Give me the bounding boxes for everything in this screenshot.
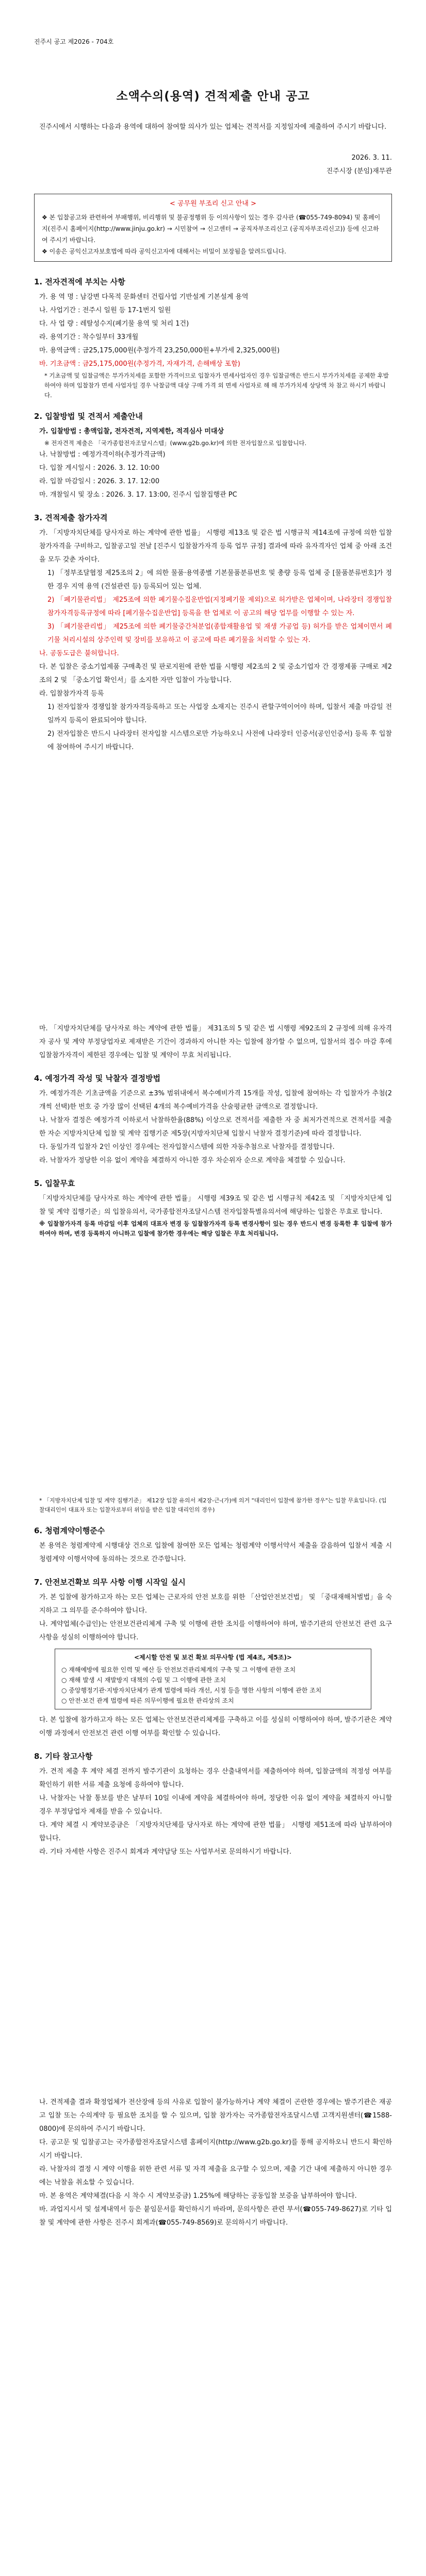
section-2-title: 2. 입찰방법 및 견적서 제출안내 [34, 412, 143, 421]
sec3-a-1: 1) 「정부조달협정 제25조의 2」에 의한 물품·용역종별 기본물품분류번호 및 총량 등록 업체 중 [물품분류번호]가 정한 경우 지역 용역 (건설관련 등) 등록되어 있는 업체. [47, 569, 392, 590]
section-5-title: 5. 입찰무효 [34, 1179, 75, 1188]
page-title: 소액수의(용역) 견적제출 안내 공고 [116, 90, 310, 103]
sec4-item: 가. 예정가격은 기초금액을 기준으로 ±3% 범위내에서 복수예비가격 15개를 작성, 입찰에 참여하는 각 입찰자가 추첨(2개씩 선택)한 번호 중 가장 많이 선택된 4개의 복수예비가격을 산술평균한 금액으로 결정합니다. [39, 1090, 392, 1111]
sec4-item: 나. 낙찰자 결정은 예정가격 이하로서 낙찰하한율(88%) 이상으로 견적서를 제출한 자 중 최저가견적으로 견적서를 제출한 자순 지방자치단체 입찰 및 계약 집행기준 제5장(지방자치단체 입찰시 낙찰자 결정기준)에 따라 결정합니다. [39, 1116, 392, 1138]
section-3-title: 3. 견적제출 참가자격 [34, 513, 108, 522]
sec4-item: 라. 낙찰자가 정당한 이유 없이 계약을 체결하지 아니한 경우 차순위자 순으로 계약을 체결할 수 있습니다. [39, 1157, 346, 1164]
sec1-item: 나. 사업기간 : 전주시 일원 등 17-1번지 일원 [39, 307, 171, 314]
sec8-item: 다. 계약 체결 시 계약보증금은 「지방자치단체를 당사자로 하는 계약에 관한 법률」 시행령 제51조에 따라 납부하여야 합니다. [39, 1821, 392, 1842]
safety-duty-box [55, 1649, 371, 1709]
sec4-item: 다. 동일가격 입찰자 2인 이상인 경우에는 전자입찰시스템에 의한 자동추첨으로 낙찰자를 결정합니다. [39, 1143, 335, 1151]
sec3-c: 다. 본 입찰은 중소기업제품 구매촉진 및 판로지원에 관한 법률 시행령 제2조의 2 및 중소기업자 간 경쟁제품 구매로 제2조의 2 및 「중소기업 확인서」를 소지한 자만 입찰이 가능합니다. [39, 663, 392, 684]
sec1-item: 라. 용역기간 : 착수일부터 33개월 [39, 333, 139, 341]
section-1-title: 1. 전자견적에 부치는 사항 [34, 277, 125, 286]
sec7-a: 가. 본 입찰에 참가하고자 하는 모든 업체는 근로자의 안전 보호를 위한 「산업안전보건법」 및 「중대재해처벌법」을 숙지하고 그 의무를 준수하여야 합니다. [39, 1594, 392, 1615]
sec3-b: 나. 공동도급은 불허합니다. [39, 650, 119, 657]
notice-number: 진주시 공고 제2026 - 704호 [34, 38, 114, 45]
issuing-org: 진주시장 (분임)재무관 [326, 167, 392, 175]
sec6-text: 본 용역은 청렴계약제 시행대상 건으로 입찰에 참여한 모든 업체는 청렴계약 이행서약서 제출을 갈음하여 입찰서 제출 시 청렴계약 이행서약에 동의하는 것으로 간주합니다. [39, 1542, 392, 1563]
sec1-note: * 기초금액 및 입찰금액은 부가가치세를 포함한 가격이므로 입찰자가 면세사업자인 경우 입찰금액은 반드시 부가가치세를 공제한 후발하여야 하며 입찰참가 면세 사업자일 경우 낙찰금액 대상 구매 가격 외 면세 사업자로 해 해 부가가치세 상당액 차 참고 하시기 바랍니다. [44, 372, 389, 399]
page-break-space [34, 1859, 392, 2096]
sec3-d: 라. 입찰참가자격 등록 [39, 690, 104, 698]
sec1-item: 다. 사 업 량 : 레탈성수지(폐기물 용역 및 처리 1건) [39, 320, 189, 328]
notice-box-line-2: ❖ 이송은 공익신고자보호법에 따라 공익신고자에 대해서는 비밀이 보장됨을 알려드립니다. [42, 248, 286, 255]
section-7-title: 7. 안전보건확보 의무 사항 이행 시작일 실시 [34, 1578, 186, 1587]
tail-b: 다. 공고문 및 입찰공고는 국가종합전자조달시스템 홈페이지(http://www.g2b.go.kr)를 통해 공지하오니 반드시 확인하시기 바랍니다. [39, 2139, 392, 2160]
notice-box-line-1: ❖ 본 입찰공고와 관련하여 부패행위, 비리행위 및 불공정행위 등 이의사항이 있는 경우 감사관 (☎055-749-8094) 및 홈페이지(진주시 홈페이지(http://www.jinju.go.kr) → 시민참여 → 신고센터 → 공직자부조리신고 (공직자부조리신고)) 등에 신고하여 주시기 바랍니다. [42, 214, 381, 244]
safety-duty-box-title: <제시할 안전 및 보건 확보 의무사항 (법 제4조, 제5조)> [134, 1654, 292, 1661]
tail-d: 마. 본 용역은 계약체결(다음 시 착수 시 계약보증금) 1.25%에 해당하는 공동입찰 보증을 납부하여야 합니다. [39, 2192, 357, 2200]
tail-a: 나. 견적제출 결과 확정업체가 전산장애 등의 사유로 입찰이 불가능하거나 계약 체결이 곤란한 경우에는 발주기관은 재공고 입찰 또는 수의계약 등 필요한 조치를 할 수 있으며, 입찰 참가자는 국가종합전자조달시스템 고객지원센터(☎1588-0800)에 문의하여 주시기 바랍니다. [39, 2098, 392, 2133]
sec8-item: 나. 낙찰자는 낙찰 통보를 받은 날부터 10일 이내에 계약을 체결하여야 하며, 정당한 이유 없이 계약을 체결하지 아니할 경우 부정당업자 제재를 받을 수 있습니다. [39, 1794, 392, 1816]
sec3-e: 마. 「지방자치단체를 당사자로 하는 계약에 관한 법률」 제31조의 5 및 같은 법 시행령 제92조의 2 규정에 의해 유자격자 공사 및 계약 부정당업자로 제재받은 기간이 경과하지 아니한 자는 입찰에 참가할 수 없으며, 입찰서의 접수 마감 후에 입찰참가자격이 제한된 경우에는 입찰 및 계약이 무효 처리됩니다. [39, 1025, 392, 1059]
sec3-d-1: 1) 전자입찰자 경쟁입찰 참가자격등록하고 또는 사업장 소재지는 진주시 관할구역이어야 하며, 입찰서 제출 마감일 전일까지 등록이 완료되어야 합니다. [47, 703, 392, 724]
tail-e: 바. 과업지시서 및 설계내역서 등은 붙임문서를 확인하시기 바라며, 문의사항은 관련 부서(☎055-749-8627)로 기타 입찰 및 계약에 관한 사항은 진주시 회계과(☎055-749-8569)로 문의하시기 바랍니다. [39, 2206, 392, 2227]
notice-date: 2026. 3. 11. [351, 154, 392, 162]
section-6-title: 6. 청렴계약이행준수 [34, 1526, 105, 1535]
sec2-item: 다. 입찰 게시일시 : 2026. 3. 12. 10:00 [39, 464, 160, 472]
sec7-b: 나. 계약업체(수급인)는 안전보건관리체계 구축 및 이행에 관한 조치를 이행하여야 하며, 발주기관의 안전보건 관련 요구사항을 성실히 이행하여야 합니다. [39, 1620, 392, 1641]
page-break-space [34, 754, 392, 1022]
tail-c: 라. 낙찰자의 결정 시 계약 이행을 위한 관련 서류 및 자격 제출을 요구할 수 있으며, 제출 기간 내에 제출하지 아니한 경우에는 낙찰을 취소할 수 있습니다. [39, 2165, 392, 2187]
sec1-item-base-amount: 바. 기초금액 : 금25,175,000원(추정가격, 자재가격, 손해배상 포함) [39, 360, 240, 368]
sec2-item: 나. 낙찰방법 : 예정가격이하(추정가격금액) [39, 451, 166, 459]
sec1-item: 가. 용 역 명 : 남강변 다목적 문화센터 건립사업 기반설계 기본설계 용역 [39, 293, 249, 301]
corruption-report-box [34, 194, 392, 262]
safety-duty-line: ○ 재해예방에 필요한 인력 및 예산 등 안전보건관리체계의 구축 및 그 이행에 관한 조치 [61, 1666, 296, 1673]
page-break-space [34, 1239, 392, 1476]
sec5-p1: 「지방자치단체를 당사자로 하는 계약에 관한 법률」 시행령 제39조 및 같은 법 시행규칙 제42조 및 「지방자치단체 입찰 및 계약 집행기준」의 입찰유의서, 국가종합전자조달시스템 전자입찰특별유의서에 해당하는 입찰은 무효로 합니다. [39, 1195, 392, 1216]
intro-text: 진주시에서 시행하는 다음과 용역에 대하여 참여할 의사가 있는 업체는 견적서를 지정일자에 제출하여 주시기 바랍니다. [39, 123, 387, 131]
sec3-a-3: 3) 「폐기물관리법」 제25조에 의한 폐기물중간처분업(종합재활용업 및 재생 가공업 등) 허가를 받은 업체이면서 폐기물 처리시설의 상주인력 및 장비를 보유하고 이 공고에 따른 폐기물을 처리할 수 있는 자. [47, 623, 392, 644]
sec8-item: 라. 기타 자세한 사항은 진주시 회계과 계약담당 또는 사업부서로 문의하시기 바랍니다. [39, 1848, 292, 1856]
safety-duty-line: ○ 재해 발생 시 재발방지 대책의 수립 및 그 이행에 관한 조치 [61, 1676, 226, 1684]
sec8-item: 가. 견적 제출 후 계약 체결 전까지 발주기관이 요청하는 경우 산출내역서를 제출하여야 하며, 입찰금액의 적정성 여부를 확인하기 위한 서류 제출 요청에 응하여야 합니다. [39, 1768, 392, 1789]
section-4-title: 4. 예정가격 작성 및 낙찰자 결정방법 [34, 1074, 161, 1083]
sec3-d-2: 2) 전자입찰은 반드시 나라장터 전자입찰 시스템으로만 가능하오니 사전에 나라장터 인증서(공인인증서) 등록 후 입찰에 참여하여 주시기 바랍니다. [47, 730, 392, 751]
sec2-item: 가. 입찰방법 : 총액입찰, 전자견적, 지역제한, 적격심사 미대상 [39, 428, 224, 435]
notice-box-title: < 공무원 부조리 신고 안내 > [169, 200, 257, 208]
sec1-item: 마. 용역금액 : 금25,175,000원(추정가격 23,250,000원+부가세 2,325,000원) [39, 347, 280, 354]
safety-duty-line: ○ 안전·보건 관계 법령에 따른 의무이행에 필요한 관리상의 조치 [61, 1697, 234, 1704]
safety-duty-line: ○ 중앙행정기관·지방자치단체가 관계 법령에 따라 개선, 시정 등을 명한 사항의 이행에 관한 조치 [61, 1687, 322, 1694]
sec5-p2: ※ 입찰참가자격 등록 마감일 이후 업체의 대표자 변경 등 입찰참가자격 등록 변경사항이 있는 경우 반드시 변경 등록한 후 입찰에 참가하여야 하며, 변경 등록하지 아니하고 입찰에 참가한 경우에는 해당 입찰은 무효 처리됩니다. [39, 1220, 392, 1237]
sec2-item: 마. 개찰일시 및 장소 : 2026. 3. 17. 13:00, 진주시 입찰집행관 PC [39, 491, 237, 499]
sec3-a-2: 2) 「폐기물관리법」 제25조에 의한 폐기물수집운반업(지정폐기물 제외)으로 허가받은 업체이며, 나라장터 경쟁입찰참가자격등록규정에 따라 [폐기물수집운반업] 등록을 한 업체로 이 공고의 해당 업무를 이행할 수 있는 자. [47, 596, 392, 617]
sec2-item: 라. 입찰 마감일시 : 2026. 3. 17. 12:00 [39, 478, 160, 485]
sec7-c: 다. 본 입찰에 참가하고자 하는 모든 업체는 안전보건관리체계를 구축하고 이를 성실히 이행하여야 하며, 발주기관은 계약 이행 과정에서 안전보건 관련 이행 여부를 확인할 수 있습니다. [39, 1716, 392, 1737]
section-8-title: 8. 기타 참고사항 [34, 1752, 93, 1761]
sec3-a: 가. 「지방자치단체를 당사자로 하는 계약에 관한 법률」 시행령 제13조 및 같은 법 시행규칙 제14조에 규정에 의한 입찰 참가자격을 구비하고, 입찰공고일 전날 [진주시 입찰참가자격 등록 업무 규정] 결과에 따라 유자격자인 업체 중 아래 조건을 모두 갖춘 자이다. [39, 529, 392, 564]
sec2-item: ※ 전자견적 제출은 「국가종합전자조달시스템」(www.g2b.go.kr)에 의한 전자입찰으로 입찰합니다. [44, 439, 307, 447]
footnote: * 「지방자치단체 입찰 및 계약 집행기준」 제12장 입찰 유의서 제2장-근-(가)에 의거 "대리인이 입찰에 참가한 경우"는 입찰 무효입니다. (입찰대리인이 대표자 또는 입찰자로부터 위임을 받은 입찰 대리인의 경우) [39, 1497, 387, 1513]
